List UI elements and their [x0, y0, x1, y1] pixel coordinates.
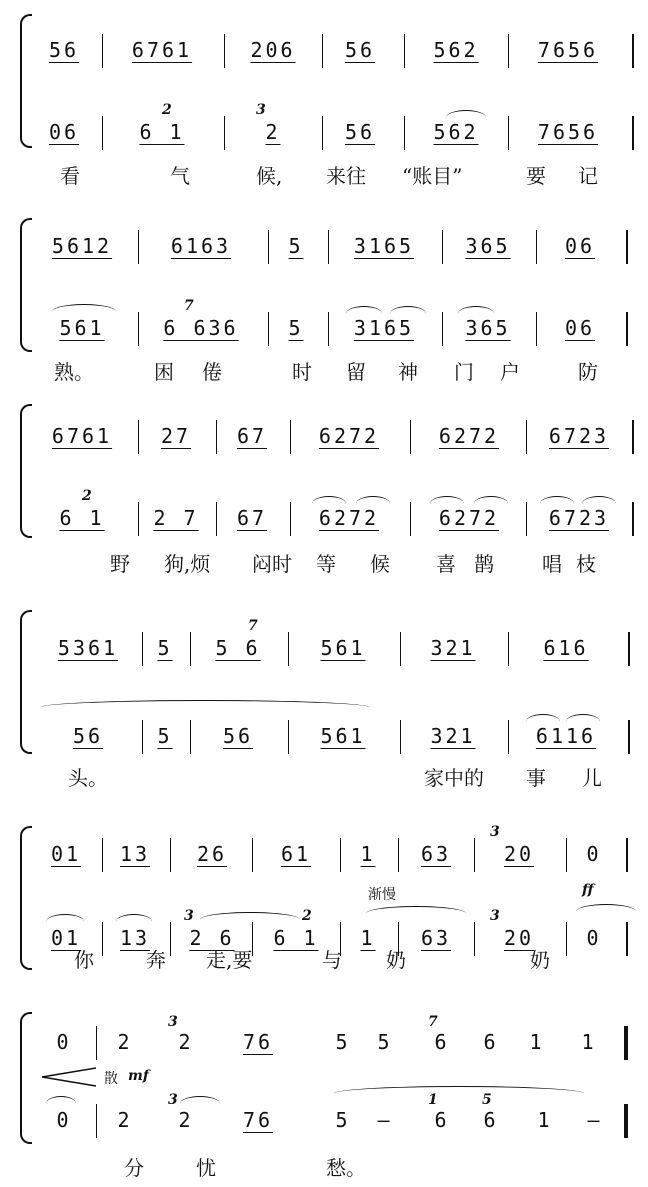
barline — [410, 502, 411, 536]
measure: 56 — [344, 120, 376, 144]
lyric: 愁。 — [326, 1156, 366, 1180]
note: 5 — [335, 1030, 351, 1054]
measure: 06 — [48, 120, 80, 144]
lyric: 枝 — [576, 552, 596, 576]
measure: 5 — [157, 636, 173, 660]
measure: 67 — [236, 424, 268, 448]
barline — [404, 34, 405, 68]
barline — [566, 838, 567, 872]
note: 5 — [377, 1030, 393, 1054]
note: 6 — [434, 1108, 450, 1132]
lyric: 防 — [578, 360, 598, 384]
measure: 6163 — [170, 234, 232, 258]
lower-staff — [30, 298, 640, 350]
measure: 6 1 — [59, 506, 105, 530]
note: 1 — [529, 1030, 545, 1054]
measure: 20 — [503, 926, 535, 950]
lyric: 唱 — [542, 552, 562, 576]
barline — [142, 720, 143, 754]
measure: 6 1 — [273, 926, 319, 950]
upper-staff — [30, 224, 640, 268]
measure: 5361 — [57, 636, 119, 660]
grace-note: 7 — [428, 1014, 438, 1030]
lyric: 你 — [74, 948, 94, 972]
barline — [102, 838, 103, 872]
measure: 6272 — [318, 506, 380, 530]
barline — [216, 502, 217, 536]
note: 1 — [537, 1108, 553, 1132]
measure: 561 — [59, 316, 105, 340]
lyric: 气 — [170, 164, 190, 188]
barline — [628, 720, 630, 754]
barline — [102, 34, 103, 68]
measure: 6272 — [438, 506, 500, 530]
lyric: 记 — [578, 164, 598, 188]
measure: 6116 — [535, 724, 597, 748]
measure: 6272 — [318, 424, 380, 448]
barline — [216, 420, 217, 454]
lyric: 儿 — [582, 766, 602, 790]
barline — [268, 230, 269, 264]
tempo-marking: 渐慢 — [368, 887, 396, 903]
lyric: 家中的 — [424, 766, 484, 790]
barline — [626, 312, 628, 346]
barline — [252, 838, 253, 872]
measure: 67 — [236, 506, 268, 530]
barline — [410, 420, 411, 454]
grace-note: 7 — [248, 618, 258, 634]
barline — [632, 34, 634, 68]
lyric: 困 — [154, 360, 174, 384]
barline — [268, 312, 269, 346]
barline — [508, 720, 509, 754]
system-2 — [0, 218, 648, 358]
tempo-marking: 散 — [104, 1071, 118, 1087]
measure: 56 — [222, 724, 254, 748]
lyric: 事 — [526, 766, 546, 790]
note: — — [377, 1108, 393, 1132]
note: — — [587, 1108, 603, 1132]
grace-note: 1 — [428, 1092, 438, 1108]
barline — [442, 230, 443, 264]
barline — [508, 632, 509, 666]
lyric: 候 — [370, 552, 390, 576]
lyric: 狗,烦 — [164, 552, 211, 576]
measure: 26 — [196, 842, 228, 866]
measure: 6 636 — [163, 316, 239, 340]
lyric: 倦 — [202, 360, 222, 384]
upper-staff — [30, 28, 640, 72]
barline — [400, 720, 401, 754]
note: 2 — [117, 1030, 133, 1054]
barline — [142, 632, 143, 666]
measure: 56 — [48, 38, 80, 62]
upper-staff — [30, 618, 640, 670]
grace-note: 2 — [82, 488, 92, 504]
measure: 562 — [433, 120, 479, 144]
grace-note: 5 — [482, 1092, 492, 1108]
note: 76 — [242, 1030, 274, 1054]
barline — [96, 1104, 97, 1138]
grace-note: 2 — [302, 908, 312, 924]
measure: 1 — [360, 926, 376, 950]
measure: 56 — [72, 724, 104, 748]
barline — [328, 230, 329, 264]
dynamic-marking: ff — [582, 882, 594, 898]
measure: 1 — [360, 842, 376, 866]
lyrics-line-4 — [30, 762, 640, 792]
barline — [404, 116, 405, 150]
grace-note: 2 — [162, 102, 172, 118]
barline — [508, 34, 509, 68]
measure: 6723 — [548, 506, 610, 530]
barline — [322, 116, 323, 150]
lyrics-line-5 — [30, 944, 640, 974]
note: 6 — [483, 1030, 499, 1054]
barline — [170, 838, 171, 872]
barline — [102, 116, 103, 150]
lyrics-line-1 — [30, 160, 640, 190]
lyric: 看 — [60, 164, 80, 188]
barline — [474, 838, 475, 872]
grace-note: 3 — [184, 908, 194, 924]
barline — [340, 838, 341, 872]
lyric: 门 — [454, 360, 474, 384]
barline — [224, 116, 225, 150]
barline — [632, 502, 634, 536]
measure: 2 — [265, 120, 281, 144]
barline — [288, 720, 289, 754]
note: 5 — [335, 1108, 351, 1132]
barline — [138, 312, 139, 346]
lyrics-line-2 — [30, 356, 640, 386]
note: 2 — [117, 1108, 133, 1132]
barline — [190, 632, 191, 666]
lyric: 熟。 — [54, 360, 94, 384]
grace-note: 3 — [168, 1014, 178, 1030]
measure: 321 — [430, 724, 476, 748]
slur — [40, 700, 370, 715]
grace-note: 3 — [490, 824, 500, 840]
measure: 616 — [543, 636, 589, 660]
note: 2 — [178, 1108, 194, 1132]
barline — [632, 116, 634, 150]
measure: 13 — [119, 842, 151, 866]
measure: 6723 — [548, 424, 610, 448]
measure: 561 — [320, 724, 366, 748]
barline — [526, 502, 527, 536]
lyric: 奔 — [146, 948, 166, 972]
barline — [328, 312, 329, 346]
lyric: 等 — [316, 552, 336, 576]
barline — [626, 230, 628, 264]
lyric: 头。 — [68, 766, 108, 790]
barline — [138, 420, 139, 454]
lyric: 喜 — [436, 552, 456, 576]
lyric: 奶 — [386, 948, 406, 972]
measure: 206 — [250, 38, 296, 62]
lyric: 户 — [500, 360, 520, 384]
barline — [632, 420, 634, 454]
lyric: 忧 — [196, 1156, 216, 1180]
measure: 01 — [50, 926, 82, 950]
measure: 5 — [288, 234, 304, 258]
measure: 6761 — [51, 424, 113, 448]
lyrics-line-3 — [30, 548, 640, 578]
note: 6 — [434, 1030, 450, 1054]
measure: 56 — [344, 38, 376, 62]
measure: 365 — [465, 316, 511, 340]
lyric: 野 — [110, 552, 130, 576]
measure: 7656 — [537, 38, 599, 62]
measure: 06 — [564, 316, 596, 340]
barline — [138, 502, 139, 536]
upper-staff — [30, 414, 640, 458]
measure: 6761 — [131, 38, 193, 62]
lower-staff — [30, 102, 640, 154]
measure: 5 — [288, 316, 304, 340]
lyric: 与 — [322, 948, 342, 972]
measure: 5 6 — [215, 636, 261, 660]
lower-staff — [30, 488, 640, 540]
lyric: 时 — [292, 360, 312, 384]
upper-staff — [30, 1014, 640, 1064]
barline — [290, 420, 291, 454]
measure: 63 — [420, 842, 452, 866]
grace-note: 3 — [490, 908, 500, 924]
grace-note: 7 — [184, 298, 194, 314]
lyric: 候, — [256, 164, 283, 188]
barline — [626, 838, 628, 872]
barline — [442, 312, 443, 346]
barline — [526, 420, 527, 454]
barline — [508, 116, 509, 150]
barline — [628, 632, 630, 666]
lyric: 走,要 — [206, 948, 253, 972]
measure: 27 — [160, 424, 192, 448]
system-4 — [0, 610, 648, 760]
barline — [224, 34, 225, 68]
measure: 0 — [56, 1108, 72, 1132]
measure: 6 1 — [139, 120, 185, 144]
lyric: 留 — [346, 360, 366, 384]
measure: 5 — [157, 724, 173, 748]
note: 6 — [483, 1108, 499, 1132]
measure: 2 7 — [153, 506, 199, 530]
measure: 0 — [586, 842, 602, 866]
barline — [288, 632, 289, 666]
lyrics-line-6 — [30, 1152, 640, 1182]
barline — [536, 230, 537, 264]
barline — [400, 632, 401, 666]
upper-staff — [30, 824, 640, 876]
measure: 7656 — [537, 120, 599, 144]
measure: 6272 — [438, 424, 500, 448]
measure: 562 — [433, 38, 479, 62]
grace-note: 3 — [168, 1092, 178, 1108]
measure: 365 — [465, 234, 511, 258]
measure: 321 — [430, 636, 476, 660]
lyric: “账目” — [402, 164, 463, 188]
measure: 0 — [56, 1030, 72, 1054]
lyric: 鹊 — [474, 552, 494, 576]
barline — [624, 1104, 628, 1138]
lyric: 神 — [398, 360, 418, 384]
barline — [190, 720, 191, 754]
measure: 61 — [280, 842, 312, 866]
lyric: 闷时 — [252, 552, 292, 576]
barline — [290, 502, 291, 536]
barline — [536, 312, 537, 346]
grace-note: 3 — [256, 102, 266, 118]
barline — [322, 34, 323, 68]
measure: 06 — [564, 234, 596, 258]
lyric: 来往 — [326, 164, 366, 188]
lyric: 奶 — [530, 948, 550, 972]
system-6 — [0, 1012, 648, 1152]
crescendo-hairpin — [40, 1066, 100, 1088]
dynamic-marking: mf — [128, 1068, 149, 1084]
measure: 5612 — [51, 234, 113, 258]
lower-staff — [30, 714, 640, 758]
measure: 3165 — [353, 234, 415, 258]
note: 76 — [242, 1108, 274, 1132]
measure: 0 — [586, 926, 602, 950]
measure: 3165 — [353, 316, 415, 340]
barline — [96, 1026, 97, 1060]
barline — [398, 838, 399, 872]
measure: 20 — [503, 842, 535, 866]
system-3 — [0, 404, 648, 544]
barline — [138, 230, 139, 264]
note: 2 — [178, 1030, 194, 1054]
lyric: 要 — [526, 164, 546, 188]
measure: 2 6 — [189, 926, 235, 950]
lower-staff — [30, 1092, 640, 1142]
barline — [624, 1026, 628, 1060]
measure: 561 — [320, 636, 366, 660]
measure: 13 — [119, 926, 151, 950]
measure: 63 — [420, 926, 452, 950]
measure: 01 — [50, 842, 82, 866]
lyric: 分 — [124, 1156, 144, 1180]
system-1 — [0, 14, 648, 154]
note: 1 — [581, 1030, 597, 1054]
